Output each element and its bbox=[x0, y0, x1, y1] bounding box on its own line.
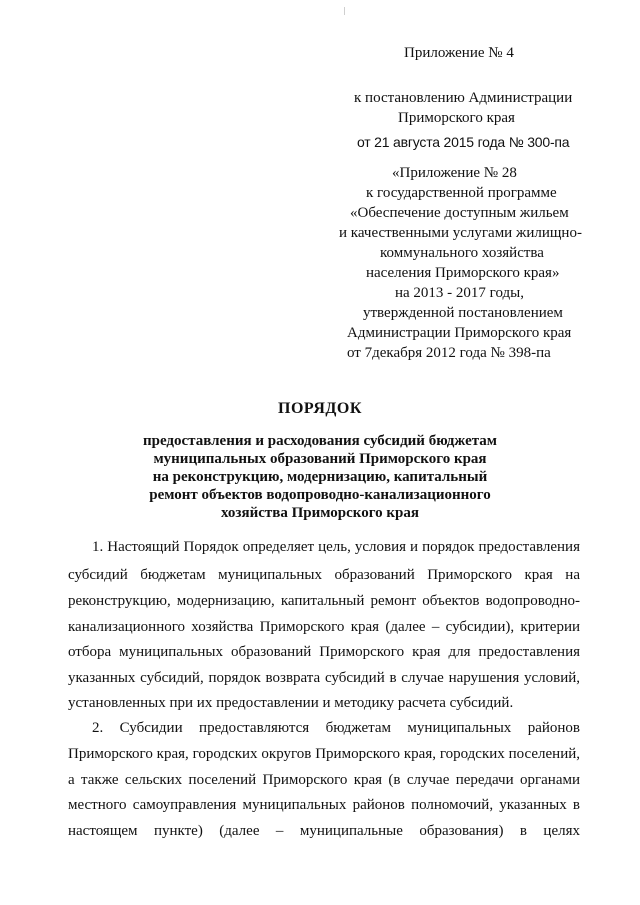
body-line: Приморского края, городских округов Приморского края, городских поселений, bbox=[68, 746, 580, 762]
document-title: ПОРЯДОК bbox=[278, 400, 362, 417]
program-line: и качественными услугами жилищно- bbox=[339, 225, 582, 241]
appendix-number: Приложение № 4 bbox=[404, 45, 514, 61]
subtitle-line: на реконструкцию, модернизацию, капитальный bbox=[152, 469, 488, 485]
subtitle-line: предоставления и расходования субсидий бюджетам bbox=[142, 433, 497, 449]
program-line: на 2013 - 2017 годы, bbox=[395, 285, 524, 301]
resolution-line: к постановлению Администрации bbox=[354, 90, 573, 106]
body-line: а также сельских поселений Приморского края (в случае передачи органами bbox=[68, 772, 580, 788]
body-line: установленных при их предоставлении и методику расчета субсидий. bbox=[68, 695, 514, 711]
body-line: отбора муниципальных образований Приморского края для предоставления bbox=[68, 644, 580, 660]
program-line: от 7декабря 2012 года № 398-па bbox=[347, 345, 551, 361]
body-line: настоящем пункте) (далее – муниципальные образования) в целях bbox=[68, 823, 580, 839]
program-line: коммунального хозяйства bbox=[380, 245, 544, 261]
subtitle-line: хозяйства Приморского края bbox=[221, 505, 419, 521]
subtitle-line: муниципальных образований Приморского края bbox=[153, 451, 487, 467]
body-line: 2. Субсидии предоставляются бюджетам муниципальных районов bbox=[92, 720, 580, 736]
program-line: населения Приморского края» bbox=[366, 265, 560, 281]
body-line: реконструкцию, модернизацию, капитальный ремонт объектов водопроводно- bbox=[68, 593, 580, 609]
body-line: 1. Настоящий Порядок определяет цель, условия и порядок предоставления bbox=[92, 539, 580, 555]
body-line: канализационного хозяйства Приморского края (далее – субсидии), критерии bbox=[68, 619, 580, 635]
body-line: местного самоуправления муниципальных районов полномочий, указанных в bbox=[68, 797, 580, 813]
date-stamp: от 21 августа 2015 года № 300-па bbox=[357, 134, 570, 150]
program-line: «Обеспечение доступным жильем bbox=[350, 205, 569, 221]
program-line: Администрации Приморского края bbox=[347, 325, 572, 341]
subtitle-line: ремонт объектов водопроводно-канализационного bbox=[149, 487, 491, 503]
body-line: указанных субсидий, порядок возврата субсидий в случае нарушения условий, bbox=[68, 670, 580, 686]
program-line: к государственной программе bbox=[366, 185, 557, 201]
program-line: «Приложение № 28 bbox=[392, 165, 517, 181]
program-line: утвержденной постановлением bbox=[363, 305, 563, 321]
scan-mark bbox=[344, 7, 345, 15]
resolution-line: Приморского края bbox=[398, 110, 515, 126]
body-line: субсидий бюджетам муниципальных образований Приморского края на bbox=[68, 567, 580, 583]
